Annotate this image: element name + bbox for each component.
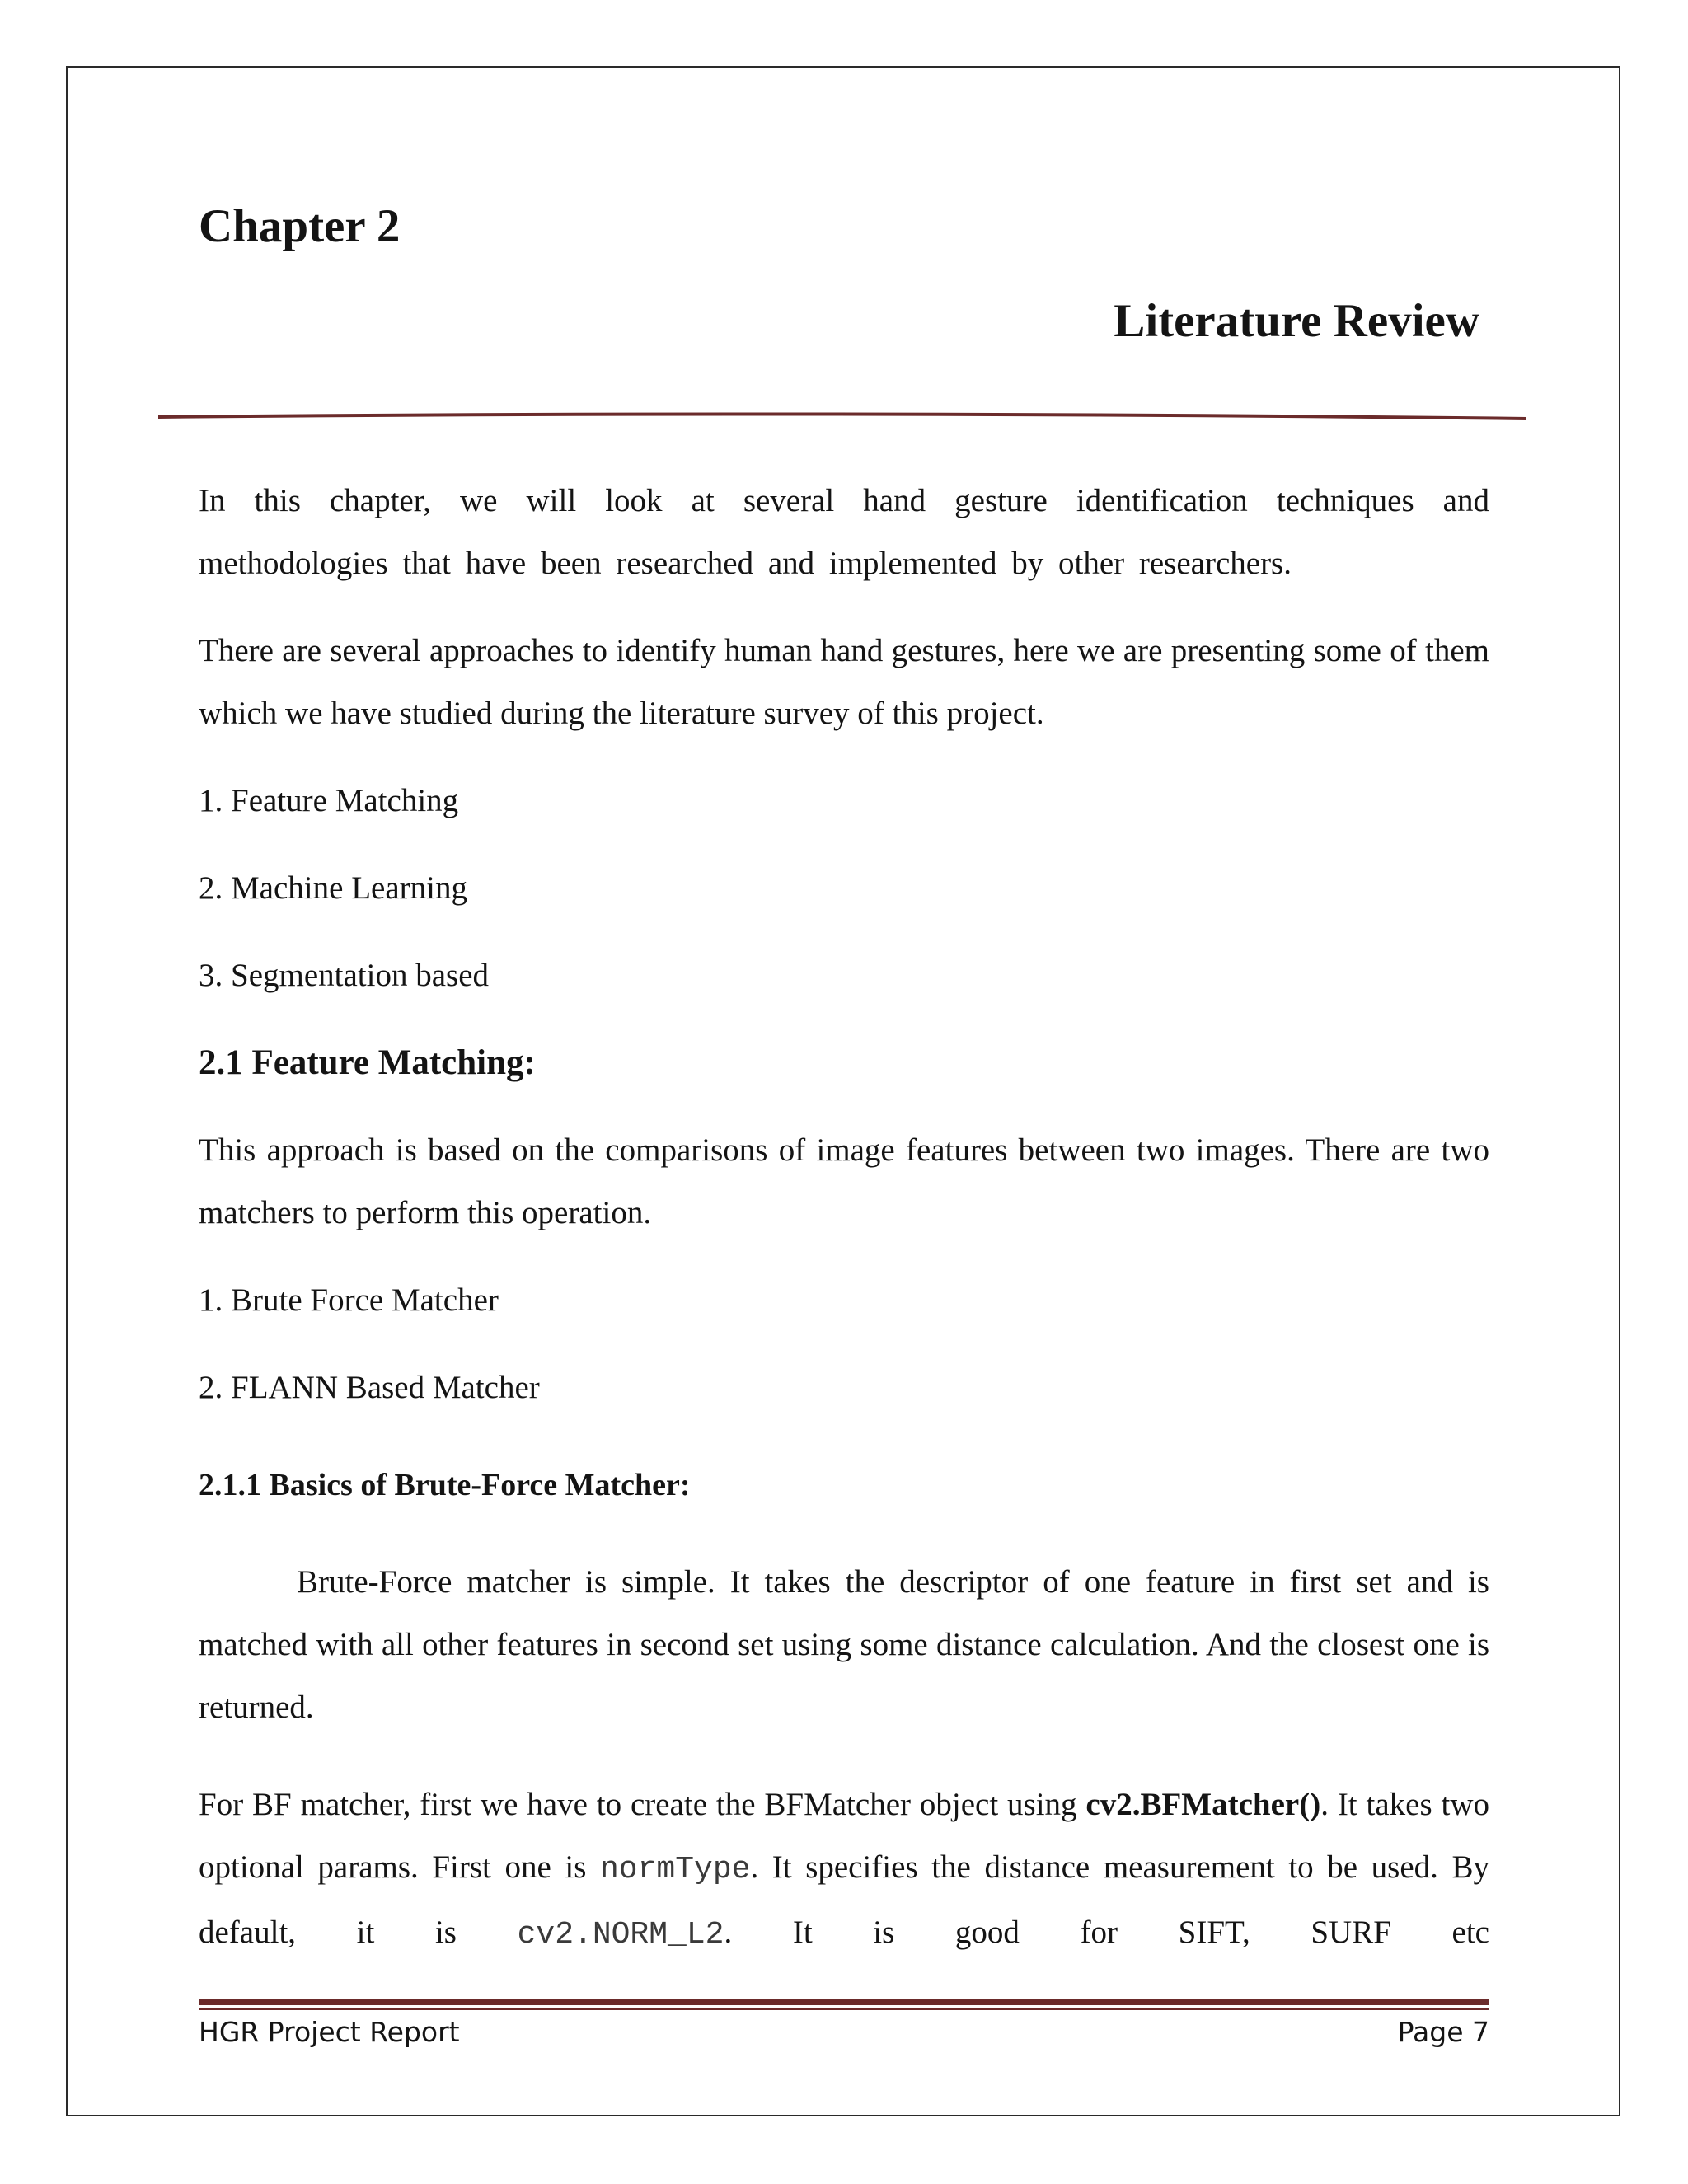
footer-title: HGR Project Report bbox=[199, 2016, 460, 2048]
brute-force-paragraph: Brute-Force matcher is simple. It takes the descriptor of one feature in first set and is matched with all other features in second set using some distance calculation. And the closest one is returned. bbox=[199, 1564, 1489, 1725]
list-item: 1. Brute Force Matcher bbox=[199, 1282, 499, 1318]
intro-paragraph: In this chapter, we will look at several hand gesture identification techniques and methodologies that have been researched and implemented by other researchers. bbox=[199, 483, 1489, 581]
approaches-paragraph: There are several approaches to identify human hand gestures, here we are presenting some of them which we have studied during the literature survey of this project. bbox=[199, 633, 1489, 731]
code-bold: cv2.BFMatcher() bbox=[1085, 1787, 1321, 1822]
feature-matching-paragraph: This approach is based on the comparisons of image features between two images. There are two matchers to perform this operation. bbox=[199, 1132, 1489, 1230]
subsection-heading: 2.1.1 Basics of Brute-Force Matcher: bbox=[199, 1468, 691, 1502]
footer-rule-thin bbox=[199, 2008, 1489, 2010]
code-inline: cv2.NORM_L2 bbox=[517, 1917, 724, 1952]
list-item: 2. Machine Learning bbox=[199, 870, 467, 906]
footer-rule bbox=[199, 1999, 1489, 2005]
chapter-divider bbox=[158, 407, 1526, 427]
page-content bbox=[199, 470, 1489, 1966]
chapter-number: Chapter 2 bbox=[199, 200, 401, 252]
chapter-title: Literature Review bbox=[1114, 295, 1479, 347]
text-run: . It specifies the distance measurement to be used. By default, it is bbox=[199, 1849, 1489, 1950]
section-heading: 2.1 Feature Matching: bbox=[199, 1043, 536, 1082]
list-item: 2. FLANN Based Matcher bbox=[199, 1370, 540, 1405]
list-item: 3. Segmentation based bbox=[199, 958, 490, 993]
code-inline: normType bbox=[600, 1852, 751, 1887]
text-run: For BF matcher, first we have to create the BFMatcher object using bbox=[199, 1787, 1086, 1822]
text-run: . It is good for SIFT, SURF etc bbox=[724, 1915, 1489, 1950]
list-item: 1. Feature Matching bbox=[199, 783, 459, 818]
page-number: Page 7 bbox=[1397, 2016, 1489, 2048]
text-run: . It takes two optional params. First one is bbox=[199, 1787, 1489, 1885]
bf-matcher-paragraph bbox=[199, 1774, 1489, 1966]
